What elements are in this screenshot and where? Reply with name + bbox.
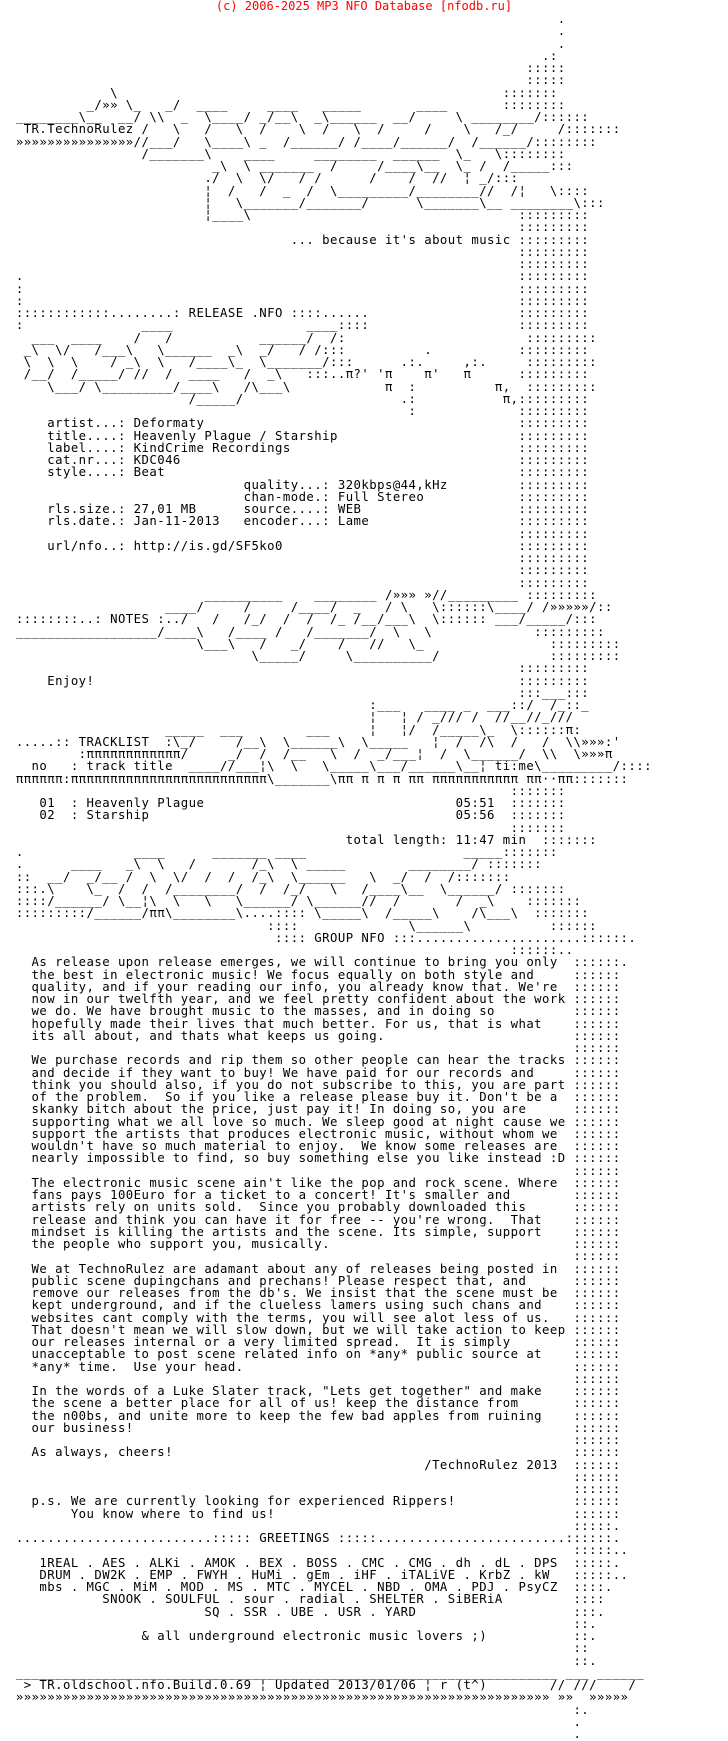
- nfo-line: .: [8, 1727, 582, 1741]
- nfo-line: 02 : Starship 05:56 :::::::: [8, 808, 566, 823]
- nfo-line: ::::::: [8, 1249, 621, 1264]
- nfo-line: ::::::..: [8, 943, 574, 957]
- nfo-line: now in our twelfth year, and we feel pretty confident about the work ::::::: [8, 992, 621, 1006]
- nfo-line: __________________/____\ /____ / /_______/ \ \ :::::::::: [8, 624, 605, 639]
- nfo-line: ________\__ __/ \\ _ \____/ _/__\ _\______ __/ \ ________/::::::: [8, 110, 590, 124]
- nfo-line: ::::::: [8, 1482, 621, 1496]
- nfo-line: supporting what we all love so much. We sleep good at night cause we ::::::: [8, 1114, 621, 1129]
- nfo-line: : :::::::::: [8, 293, 590, 308]
- nfo-line: ::::::: [8, 1469, 621, 1484]
- nfo-line: That doesn't mean we will slow down, but we will take action to keep ::::::: [8, 1322, 621, 1337]
- nfo-line: *any* time. Use your head. ::::::: [8, 1359, 621, 1374]
- nfo-line: :::::..: [8, 1543, 629, 1558]
- nfo-line: .: [8, 1714, 582, 1729]
- nfo-line: fans pays 100Euro for a ticket to a concert! It's smaller and ::::::: [8, 1188, 621, 1202]
- nfo-line: _\ \ _______ / /____\__ \_ / /_____:::: [8, 159, 574, 173]
- nfo-line: \ :::::::: [8, 85, 558, 100]
- nfo-line: ::::::::..: NOTES :../ / /_/ / / /_ /__/___\ \:::::: ___/_____/:::: [8, 612, 598, 627]
- nfo-line: mbs . MGC . MiM . MOD . MS . MTC . MYCEL . NBD . OMA . PDJ . PsyCZ ::::.: [8, 1580, 613, 1594]
- nfo-line: url/nfo..: http://is.gd/SF5ko0 :::::::::: [8, 538, 590, 553]
- nfo-line: »»»»»»»»»»»»»»»//___/ \____\ _ /______/ /____/______/ /______/::::::::: [8, 134, 598, 149]
- nfo-line: »»»»»»»»»»»»»»»»»»»»»»»»»»»»»»»»»»»»»»»»»»»»»»»»»»»»»»»»»»»»»»»»»»»» »» »»»»»: [8, 1690, 629, 1705]
- nfo-line: :::::::: [8, 783, 566, 798]
- nfo-line: :::: GROUP NFO :::.....................::::::.: [8, 930, 637, 945]
- nfo-line: ¦____\ :::::::::: [8, 208, 590, 222]
- nfo-line: support the artists that produces electronic music, without whom we ::::::: [8, 1126, 621, 1141]
- nfo-document: [0, 13, 728, 1740]
- nfo-line: ::::::: [8, 1371, 621, 1386]
- nfo-line: :::::::::: [8, 563, 590, 578]
- nfodb-copyright-header: (c) 2006-2025 MP3 NFO Database [nfodb.ru]: [215, 0, 513, 13]
- nfo-line: ¦ \_______/_______/ \_______\__ ________\:::: [8, 195, 605, 210]
- nfo-line: rls.size.: 27,01 MB source....: WEB :::::::::: [8, 502, 590, 516]
- nfo-line: think you should also, if you do not subscribe to this, you are part ::::::: [8, 1077, 621, 1092]
- nfo-line: style....: Beat :::::::::: [8, 465, 590, 480]
- nfo-line: _____ ___ ___ ¦ ¦/ /_____\_ \::::::π:: [8, 722, 582, 737]
- nfo-line: :::::::::: [8, 526, 590, 541]
- nfo-line: :::::::::: [8, 244, 590, 259]
- nfo-line: .: [8, 36, 566, 51]
- nfo-line: :.: [8, 1702, 590, 1717]
- nfo-line: skanky bitch about the price, just pay it! In doing so, you are ::::::: [8, 1102, 621, 1117]
- nfo-line: /_______\ ____ ________ ______ \_ \::::::::: [8, 146, 566, 161]
- nfo-line: _\ \/ /___\ \______ _\ _/ / /::: . :::::::::: [8, 342, 590, 357]
- nfo-line: nearly impossible to find, so buy something else you like instead :D ::::::: [8, 1151, 621, 1166]
- nfo-line: of the problem. So if you like a release please buy it. Don't be a ::::::: [8, 1090, 621, 1104]
- nfo-line: we do. We have brought music to the masses, and in doing so ::::::: [8, 1004, 621, 1019]
- nfo-line: : :::::::::: [8, 404, 590, 418]
- nfo-line: no : track title ____//___¦\ \ \_____\___/______\__¦ ti:me\_________/::::: [8, 759, 652, 774]
- nfo-line: total length: 11:47 min :::::::: [8, 832, 598, 847]
- nfo-line: :::: \______\ ::::::: [8, 918, 598, 933]
- nfo-line: TR.TechnoRulez / \ / \ / \ / \ / / \ /_/ /:::::::: [8, 122, 621, 137]
- nfo-line: :::::::::/______/ππ\________\....:::: \_____\ /_____\ /\___\ :::::::: [8, 906, 590, 921]
- nfo-line: ππππππ:πππππππππππππππππππππππππ\_______\ππ π π π ππ πππππππππππ ππ··ππ:::::::: [8, 771, 629, 786]
- nfo-line: DRUM . DW2K . EMP . FWYH . HuMi . gEm . iHF . iTALiVE . KrbZ . kW :::::..: [8, 1567, 629, 1582]
- nfo-line: ::::/______/ \__¦\ \ \ \______/ \______// / / _\ :::::::: [8, 894, 582, 908]
- nfo-line: ___ ____ / / ______/ /: :::::::::: [8, 330, 598, 345]
- nfo-line: mindset is killing the artists and the scene. Its simple, support ::::::: [8, 1224, 621, 1239]
- nfo-line: 01 : Heavenly Plague 05:51 :::::::: [8, 796, 566, 810]
- nfo-line: kept underground, and if the clueless lamers using such chans and ::::::: [8, 1298, 621, 1313]
- nfo-line: ::::::: [8, 1433, 621, 1447]
- nfo-line: label....: KindCrime Recordings :::::::::: [8, 440, 590, 455]
- nfo-line: :::::::::: [8, 661, 590, 676]
- nfo-line: .: [8, 12, 566, 26]
- nfo-line: the n00bs, and unite more to keep the few bad apples from ruining ::::::: [8, 1408, 621, 1423]
- nfo-line: \_____/ \__________/ :::::::::: [8, 649, 621, 663]
- nfo-line: public scene dupingchans and prechans! Please respect that, and ::::::: [8, 1273, 621, 1288]
- nfo-line: We purchase records and rip them so other people can hear the tracks ::::::: [8, 1053, 621, 1068]
- nfo-line: ¦ / / _ / \_________/________// /¦ \::::: [8, 183, 590, 198]
- nfo-line: As release upon release emerges, we will continue to bring you only ::::::.: [8, 955, 629, 970]
- nfo-line: the scene a better place for all of us! keep the distance from ::::::: [8, 1396, 621, 1411]
- nfo-line: \ \ \ / _\ \ /____\_ \_______/::: .:. ,:. :::::::::: [8, 355, 598, 369]
- nfo-line: ::::::::::::........: RELEASE .NFO ::::...... :::::::::: [8, 306, 590, 320]
- nfo-line: release and think you can have it for free -- you're wrong. That ::::::: [8, 1212, 621, 1227]
- nfo-line: our releases internal or a very limited spread. It is simply ::::::: [8, 1335, 621, 1349]
- nfo-line: hopefully made their lives that much better. For us, that is what ::::::: [8, 1016, 621, 1031]
- nfo-line: ::::::: [8, 1041, 621, 1055]
- nfo-line: ¦ ¦ / _/// / //__//_///: [8, 710, 574, 725]
- nfo-line: p.s. We are currently looking for experienced Rippers! ::::::: [8, 1494, 621, 1509]
- nfo-line: /TechnoRulez 2013 ::::::: [8, 1457, 621, 1472]
- nfo-line: You know where to find us! ::::::: [8, 1506, 621, 1521]
- nfo-line: remove our releases from the db's. We insist that the scene must be ::::::: [8, 1286, 621, 1300]
- nfo-line: _____________________________________________________________________ ___ ______: [8, 1665, 645, 1680]
- nfo-line: .....:: TRACKLIST :\_/ /__\ \______\ \_____ ¦ / /\ / / \\»»»:': [8, 734, 621, 749]
- nfo-line: title....: Heavenly Plague / Starship :::::::::: [8, 428, 590, 443]
- nfo-line: websites cant comply with the terms, you will see alot less of us. ::::::: [8, 1310, 621, 1325]
- nfo-line: and decide if they want to buy! We have paid for our records and ::::::: [8, 1065, 621, 1080]
- nfo-line: .:: [8, 48, 558, 63]
- nfo-line: ____/ / /____/ _ / \ \::::::\____/ /»»»»»/::: [8, 600, 613, 614]
- nfo-line: > TR.oldschool.nfo.Build.0.69 ¦ Updated 2013/01/06 ¦ r (t^) // /// /: [8, 1678, 637, 1692]
- nfo-line: SNOOK . SOULFUL . sour . radial . SHELTER . SiBERiA ::::: [8, 1592, 605, 1607]
- nfo-line: \___\ / _/ / // \_ :::::::::: [8, 636, 621, 651]
- nfo-line: :::::::: [8, 820, 566, 835]
- nfo-line: The electronic music scene ain't like the pop and rock scene. Where ::::::: [8, 1175, 621, 1190]
- nfo-line: . ____ _\ \ / /_\ \ _____ ________/ :::::::: [8, 857, 543, 872]
- nfo-line: /_____/ .: π,:::::::::: [8, 391, 590, 406]
- nfo-line: . :::::::::: [8, 269, 590, 284]
- nfo-line: its all about, and thats what keeps us going. ::::::: [8, 1028, 621, 1043]
- nfo-line: quality...: 320kbps@44,kHz :::::::::: [8, 477, 590, 492]
- nfo-line: ::.: [8, 1653, 598, 1668]
- nfo-line: /__/ /_____/ // / ____ / _\ :::..π?' 'π π' π :::::::::: [8, 367, 590, 382]
- nfo-line: artist...: Deformaty :::::::::: [8, 416, 590, 431]
- nfo-line: : :::::::::: [8, 281, 590, 296]
- nfo-line: Enjoy! :::::::::: [8, 673, 590, 688]
- nfo-line: :: __/ _/__ / \ \/ / / /_\ \______ \ _/ / /:::::::: [8, 869, 511, 884]
- nfo-line: :::___:::: [8, 685, 590, 700]
- nfo-line: the people who support you, musically. ::::::: [8, 1237, 621, 1251]
- nfo-line: :::::::::: [8, 257, 590, 271]
- nfo-line: wouldn't have so much material to enjoy. We know some releases are ::::::: [8, 1139, 621, 1153]
- nfo-line: unacceptable to post scene related info on *any* public source at ::::::: [8, 1347, 621, 1362]
- nfo-line: ./ \ \/ / / / / // ¦ _/:::: [8, 171, 519, 186]
- nfo-line: :::::.: [8, 1518, 621, 1533]
- nfo-line: ::: [8, 1641, 590, 1656]
- nfo-line: ::.: [8, 1616, 598, 1631]
- nfo-line: _/»» \_ _/ ____ ____ _____ ____ ::::::::: [8, 97, 566, 112]
- nfo-line: rls.date.: Jan-11-2013 encoder...: Lame :::::::::: [8, 514, 590, 529]
- nfo-line: :::::::::: [8, 551, 590, 565]
- nfo-line: \___/ \_________/____\ /\___\ π : π, :::::::::: [8, 379, 598, 394]
- nfo-line: :ππππππππππππ/ _/ / /__ \ / _/___¦ / \______/ \\ \»»»π: [8, 747, 613, 761]
- nfo-line: the best in electronic music! We focus equally on both style and ::::::: [8, 967, 621, 982]
- nfo-line: :___ ____ _ ___::/ /_::_: [8, 698, 590, 712]
- nfo-line: :::::: [8, 73, 566, 88]
- nfo-line: cat.nr...: KDC046 :::::::::: [8, 453, 590, 467]
- nfo-line: :::::::::: [8, 575, 590, 590]
- nfo-line: ::::::: [8, 1163, 621, 1178]
- nfo-line: In the words of a Luke Slater track, "Lets get together" and make ::::::: [8, 1384, 621, 1398]
- nfo-line: ... because it's about music :::::::::: [8, 232, 590, 247]
- nfo-line: 1REAL . AES . ALKi . AMOK . BEX . BOSS . CMC . CMG . dh . dL . DPS :::::.: [8, 1555, 621, 1570]
- nfo-line: .........................::::: GREETINGS :::::........................::::::.: [8, 1531, 621, 1545]
- nfo-line: chan-mode.: Full Stereo :::::::::: [8, 489, 590, 504]
- nfo-line: : ____ ____:::: :::::::::: [8, 318, 590, 333]
- nfo-line: artists rely on units sold. Since you probably downloaded this ::::::: [8, 1200, 621, 1215]
- nfo-line: our business! ::::::: [8, 1420, 621, 1435]
- nfo-line: SQ . SSR . UBE . USR . YARD :::.: [8, 1604, 605, 1619]
- nfo-line: quality, and if your reading our info, you already know that. We're ::::::: [8, 979, 621, 994]
- nfo-line: :::::: [8, 61, 566, 75]
- nfo-line: :::::::::: [8, 220, 590, 235]
- nfo-line: __________ ________ /»»» »//_________ :::::::::: [8, 587, 598, 602]
- nfo-line: We at TechnoRulez are adamant about any of releases being posted in ::::::: [8, 1261, 621, 1276]
- nfo-line: .: [8, 24, 566, 39]
- nfo-line: :::.\ \_ / / /________/ / /_/ \ /____\__ \______/ :::::::: [8, 881, 566, 896]
- nfo-line: . ____ _______ ____ _____:::::::: [8, 845, 558, 859]
- nfo-line: & all underground electronic music lovers ;) ::.: [8, 1629, 598, 1643]
- nfo-line: As always, cheers! ::::::: [8, 1445, 621, 1460]
